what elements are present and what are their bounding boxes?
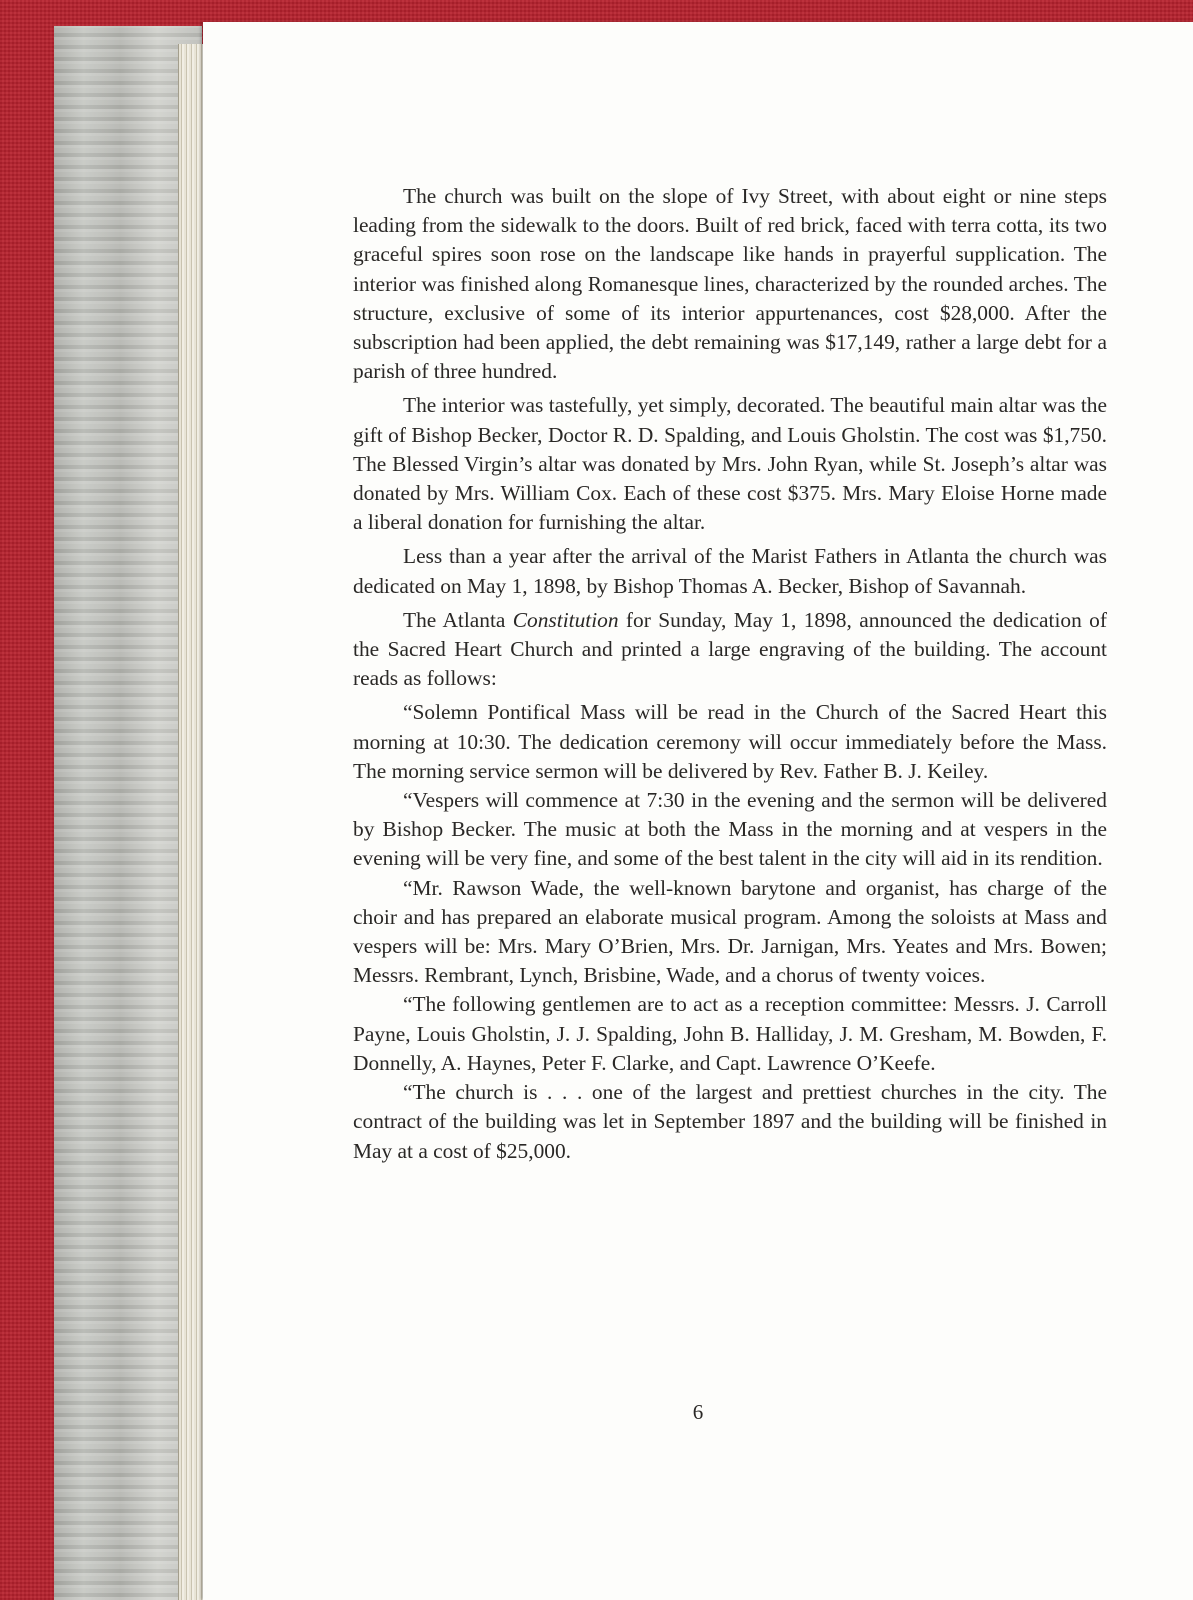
paragraph-interior-decoration: The interior was tastefully, yet simply, decorated. The beautiful main altar was the gift of Bishop Becker, Doctor R. D. Spalding, and Louis Gholstin. The cost was $1,750. The Blessed Virgin’s altar was donated by Mrs. John Ryan, while St. Joseph’s altar was donated by Mrs. William Cox. Each of these cost $375. Mrs. Mary Eloise Horne made a liberal donation for furnishing the altar. — [353, 393, 1107, 535]
paragraph-constitution-announcement — [353, 606, 1107, 694]
quote-vespers: “Vespers will commence at 7:30 in the evening and the sermon will be delivered by Bishop Becker. The music at both the Mass in the morning and at vespers in the evening will be very fine, and some of the best talent in the city will aid in its rendition. — [353, 788, 1107, 871]
quote-mass: “Solemn Pontifical Mass will be read in the Church of the Sacred Heart this morning at 10:30. The dedication ceremony will occur immediately before the Mass. The morning service sermon will be delivered by Rev. Father B. J. Keiley. — [353, 700, 1107, 783]
text-span: The Atlanta — [403, 607, 513, 632]
paragraph-church-construction: The church was built on the slope of Ivy Street, with about eight or nine steps leading from the sidewalk to the doors. Built of red brick, faced with terra cotta, its two graceful spires soon rose on the landscape like hands in prayerful supplication. The interior was finished along Romanesque lines, characterized by the rounded arches. The structure, exclusive of some of its interior appurtenances, cost $28,000. After the subscription had been applied, the debt remaining was $17,149, rather a large debt for a parish of three hundred. — [353, 184, 1107, 384]
book-page — [203, 22, 1193, 1600]
quote-reception-committee: “The following gentlemen are to act as a reception committee: Messrs. J. Carroll Payne, Louis Gholstin, J. J. Spalding, John B. Halliday, J. M. Gresham, M. Bowden, F. Donnelly, A. Haynes, Peter F. Clarke, and Capt. Lawrence O’Keefe. — [353, 992, 1107, 1075]
quote-church-description: “The church is . . . one of the largest and prettiest churches in the city. The contract of the building was let in September 1897 and the building will be finished in May at a cost of $25,000. — [353, 1080, 1107, 1163]
newspaper-title: Constitution — [512, 607, 619, 632]
page-edges — [178, 44, 205, 1600]
quote-choir: “Mr. Rawson Wade, the well-known barytone and organist, has charge of the choir and has prepared an elaborate musical program. Among the soloists at Mass and vespers will be: Mrs. Mary O’Brien, Mrs. Dr. Jarnigan, Mrs. Yeates and Mrs. Bowen; Messrs. Rembrant, Lynch, Brisbine, Wade, and a chorus of twenty voices. — [353, 875, 1107, 988]
paragraph-dedication: Less than a year after the arrival of the Marist Fathers in Atlanta the church was dedicated on May 1, 1898, by Bishop Thomas A. Becker, Bishop of Savannah. — [353, 544, 1107, 598]
text-span: for Sunday, May 1, 1898, announced the dedication of the Sacred Heart Church and printed a large engraving of the building. The account reads as follows: — [353, 607, 1107, 691]
body-text — [353, 182, 1107, 1166]
page-number: 6 — [692, 1400, 704, 1424]
